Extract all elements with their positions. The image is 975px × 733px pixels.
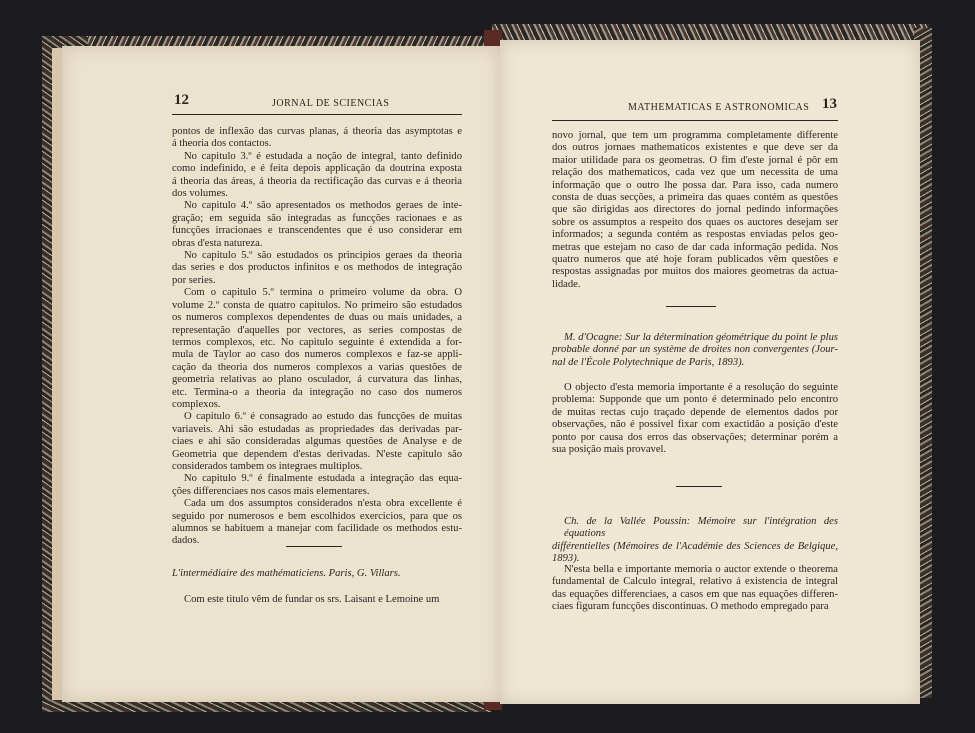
text-line: ciaes figuram funcções discontinuas. O methodo empregado para	[552, 601, 829, 613]
text-line: novo jornal, que tem um programma completamente differente	[552, 130, 838, 141]
text-line: que são dirigidas aos directores do jornal pedindo informações	[552, 204, 838, 216]
text-line: M. d'Ocagne: Sur la détermination géométrique du point le plus	[564, 332, 838, 343]
text-line: ciaes e ahi são consideradas algumas questões de Analyse e de	[172, 436, 462, 448]
right-separator-2	[676, 486, 722, 487]
left-section-first-line: Com este titulo vêm de fundar os srs. Laisant e Lemoine um	[184, 594, 440, 605]
text-line: cação da theoria dos numeros complexos a varias questões de	[172, 361, 462, 373]
text-line: geometria relativas ao plano osculador, á curvatura das linhas,	[172, 374, 462, 386]
text-line: dos outros jornaes mathematicos existentes e que deve ser da	[552, 142, 838, 154]
text-line: etc. Termina-o a theoria da integração no caso dos numeros	[172, 386, 462, 398]
text-line: fundamental de Calculo integral, relativo á existencia de integral	[552, 576, 838, 588]
text-line: sua posição mais provavel.	[552, 444, 667, 456]
text-line: volume 2.º consta de quatro capitulos. No primeiro são estudados	[172, 299, 462, 311]
text-line: de muitas rectas cujo traçado depende de elementos dados por	[552, 406, 838, 418]
right-reference-2	[552, 516, 838, 566]
text-line: á theoria dos contactos.	[172, 138, 272, 150]
right-header-rule	[552, 120, 838, 121]
cover-marbling-top-right	[492, 24, 930, 40]
text-line: quatro numeros que até hoje foram publicados vêm questões e	[552, 254, 838, 266]
text-line: sobre os assumptos a respeito dos quaes os auctores desejam ser	[552, 216, 838, 228]
left-running-head: JORNAL DE SCIENCIAS	[272, 98, 390, 109]
text-line: nal de l'École Polytechnique de Paris, 1893).	[552, 356, 745, 368]
text-line: maior utilidade para os geometras. O fim d'este jornal é pôr em	[552, 154, 838, 166]
right-running-head: MATHEMATICAS E ASTRONOMICAS	[628, 102, 810, 113]
text-line: considerados tambem os integraes multiplos.	[172, 460, 363, 472]
text-line: consta de duas secções, a primeira das quaes contém as questões	[552, 192, 838, 204]
text-line: problema: Supponde que um ponto é determinado pelo encontro	[552, 394, 838, 406]
text-line: funcções irracionaes e transcendentes que é uso considerar em	[172, 225, 462, 237]
text-line: relação dos mathematicos, cada vez que um necessita de uma	[552, 167, 838, 179]
right-body-text-2	[552, 382, 838, 456]
text-line: obras d'esta natureza.	[172, 237, 263, 249]
text-line: metras que estejam no caso de dar cada informação pedida. Nos	[552, 241, 838, 253]
text-line: pontos de inflexão das curvas planas, á theoria das asymptotas e	[172, 126, 462, 137]
left-section-separator	[286, 546, 342, 547]
text-line: N'esta bella e importante memoria o auctor extende o theorema	[564, 564, 838, 575]
text-line: gração; em seguida são integradas as funcções racionaes e as	[172, 212, 462, 224]
text-line: Ch. de la Vallée Poussin: Mémoire sur l'intégration des équations	[564, 516, 838, 540]
text-line: informação que o outro lhe possa dar. Para isso, cada numero	[552, 179, 838, 191]
text-line: ponto por causa dos erros das observações; determinar porém a	[552, 431, 838, 443]
text-line: probable donné par un système de droites non convergentes (Jour-	[552, 344, 838, 356]
text-line: como indefinido, e é feita depois applicação da doutrina exposta	[172, 163, 462, 175]
left-header-rule	[172, 114, 462, 115]
left-page-number: 12	[174, 92, 189, 108]
text-line: das equações differenciaes, a casos em que nas equações differen-	[552, 588, 838, 600]
text-line: O objecto d'esta memoria importante é a resolução do seguinte	[564, 382, 838, 393]
right-page-number: 13	[822, 96, 837, 112]
left-section-title: L'intermédiaire des mathématiciens. Paris, G. Villars.	[172, 568, 401, 579]
text-line: dos volumes.	[172, 188, 228, 200]
text-line: mula de Taylor ao caso dos numeros complexos e faz-se appli-	[172, 349, 462, 361]
text-line: informados; a segunda contém as respostas enviadas pelos geo-	[552, 229, 838, 241]
text-line: seguido por numerosos e bem escolhidos exercicios, para que os	[172, 510, 462, 522]
text-line: No capitulo 9.º é finalmente estudada a integração das equa-	[184, 473, 462, 485]
text-line: respostas assignadas por muitos dos maiores geometras da actua-	[552, 266, 838, 278]
text-line: lidade.	[552, 278, 581, 290]
text-line: ções differenciaes nos casos mais elementares.	[172, 485, 370, 497]
right-reference-1	[552, 332, 838, 369]
text-line: Com o capitulo 5.º termina o primeiro volume da obra. O	[184, 287, 462, 299]
text-line: Geometria que dependem d'estas derivadas. N'este capitulo são	[172, 448, 462, 460]
text-line: différentielles (Mémoires de l'Académie des Sciences de Belgique,	[552, 540, 838, 552]
left-body-text	[172, 126, 462, 548]
left-page	[62, 46, 500, 702]
text-line: variaveis. Ahi são estudadas as propriedades das derivadas par-	[172, 423, 462, 435]
text-line: No capitulo 3.º é estudada a noção de integral, tanto definido	[184, 150, 462, 162]
text-line: 1893).	[552, 553, 580, 565]
text-line: observações, não é possivel fixar com exactidão a posição d'este	[552, 419, 838, 431]
right-page	[500, 40, 920, 704]
right-separator-1	[666, 306, 716, 307]
text-line: dados.	[172, 535, 200, 547]
text-line: No capitulo 5.º são estudados os principios geraes da theoria	[184, 250, 462, 262]
text-line: representação d'aquelles por vectores, as series compostas de	[172, 324, 462, 336]
right-body-text-1	[552, 130, 838, 291]
text-line: termos complexos, etc. No capitulo seguinte é extendida a for-	[172, 336, 462, 348]
text-line: Cada um dos assumptos considerados n'esta obra excellente é	[184, 498, 462, 510]
text-line: por series.	[172, 274, 216, 286]
text-line: á theoria das áreas, á theoria da rectificação das curvas e á theoria	[172, 175, 462, 187]
text-line: alumnos se habituem a manejar com facilidade os methodos estu-	[172, 523, 462, 534]
text-line: O capitulo 6.º é consagrado ao estudo das funcções de muitas	[184, 411, 462, 423]
text-line: complexos.	[172, 398, 221, 410]
text-line: No capitulo 4.º são apresentados os methodos geraes de inte-	[184, 200, 462, 212]
text-line: das series e dos productos infinitos e os methodos de integração	[172, 262, 462, 274]
right-body-text-3	[552, 564, 838, 614]
text-line: os numeros complexos dependentes de duas ou mais unidades, a	[172, 312, 462, 324]
